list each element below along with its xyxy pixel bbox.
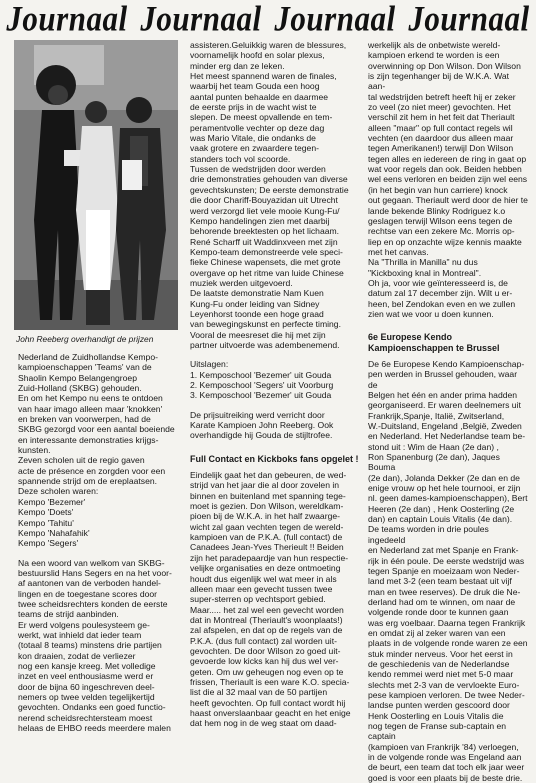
text-line: De laatste demonstratie Nam Kuen — [190, 288, 324, 299]
text-line: met het canvas. — [368, 246, 429, 257]
text-line: Tussen de wedstrijden door werden — [190, 164, 326, 175]
text-line: twee scheidsrechters konden de eerste — [18, 598, 168, 609]
text-line: plaats in de volgende ronde waren ze een — [368, 638, 528, 649]
text-line: en interessante demonstraties krijgs- — [18, 434, 159, 445]
text-line: behorende breektesten op het lichaam. — [190, 226, 340, 237]
text-line: muziek werden uitgevoerd. — [190, 277, 293, 288]
text-line: is zijn tegenhanger bij de W.K.A. Wat aan- — [368, 71, 510, 92]
text-line: van bewegingskunst en perfecte timing. — [190, 319, 341, 330]
text-line: derland had om te winnen, om naar de — [368, 596, 516, 607]
text-line: die door Chariff-Bouyazidan uit Utrecht — [190, 195, 338, 206]
text-line: nerend scheidsrechtersteam moest — [18, 712, 153, 723]
text-line: gevoerde low kicks kan hij dus wel ver- — [190, 656, 339, 667]
text-line: van haar imago alleen maar 'knokken' — [18, 403, 163, 414]
text-line: (in het begin van hun carriere) knock — [368, 184, 508, 195]
text-line: pioen bij de W.K.A. in het half zwaarge- — [190, 511, 340, 522]
text-line: out gegaan. Theriault werd door de hier te — [368, 195, 528, 206]
text-line: Kempo 'Tahitu' — [18, 517, 74, 528]
text-line: dat hem nog in de weg staat om daad- — [190, 718, 337, 729]
text-line: (2e dan), Jolanda Dekker (2e dan en de — [368, 472, 520, 483]
text-line: spannende strijd om de ereplaatsen. — [18, 476, 158, 487]
column-2 — [190, 40, 360, 729]
text-line: af aantonen van de verboden handel- — [18, 578, 161, 589]
text-line: enige vrouw op het hele tournooi, er zijn — [368, 483, 521, 494]
text-line: was erg voelbaar. Daarna tegen Frankrijk — [368, 617, 526, 628]
text-line: tegen Amerikanen!) terwijl Don Wilson — [368, 143, 514, 154]
text-line: geten. Om uw geheugen nog even op te — [190, 666, 344, 677]
text-line: Karate Kampioen John Reeberg. Ook — [190, 420, 334, 431]
text-line: De 6e Europese Kendo Kampioenschap- — [368, 358, 525, 369]
text-line: velijke organisaties en deze ontmoeting — [190, 563, 341, 574]
text-line: was Mario Vitale, die ondanks de — [190, 133, 316, 144]
text-line: drie demonstraties gehouden van diverse — [190, 174, 348, 185]
text-line: De teams worden in drie poules ingedeeld — [368, 524, 489, 545]
text-line: in de volgende ronde was Engeland aan — [368, 752, 522, 763]
masthead-word: Journaal — [274, 0, 396, 39]
text-line: René Scharff uit Waddinxveen met zijn — [190, 236, 338, 247]
text-line: binnen en buitenland met spanning tege- — [190, 490, 346, 501]
masthead — [0, 0, 536, 38]
text-line: pese kampioen verloren. De twee Neder- — [368, 689, 525, 700]
text-line: kendo remmei werd niet met 5-0 maar — [368, 669, 514, 680]
text-line: minder erg dan ze leken. — [190, 60, 285, 71]
photo-caption: John Reeberg overhandigt de prijzen — [16, 334, 154, 344]
text-line: Heeren (2e dan) , Henk Oosterling (2e — [368, 503, 515, 514]
text-line: heen, bel Zendokan even en we zullen — [368, 298, 516, 309]
text-line: Na "Thrilla in Manilla" nu dus — [368, 257, 478, 268]
text-line: georganiseerd. Er waren deelnemers uit — [368, 400, 521, 411]
text-line: gevochten. Ondanks een goed functio- — [18, 702, 166, 713]
text-line: en Nederland zat met Spanje en Frank- — [368, 545, 519, 556]
text-line: tegen alles en iedereen de ring in gaat op — [368, 153, 527, 164]
text-line: Shaolin Kempo Belangengroep — [18, 372, 137, 383]
masthead-word: Journaal — [408, 0, 530, 39]
text-line: de beurt, een team dat toch elk jaar weer — [368, 762, 525, 773]
text-line: datum zal 17 december zijn. Wilt u er- — [368, 288, 513, 299]
text-line: landse punten werden gescoord door — [368, 700, 510, 711]
text-line: slechts met 2-3 van de vervloekte Euro- — [368, 679, 520, 690]
text-line: goed is voor een plaats bij de beste drie. — [368, 772, 523, 783]
text-line: en omdat zij al zeker waren van een — [368, 627, 506, 638]
text-line: wicht zal gaan vechten tegen de wereld- — [190, 521, 344, 532]
text-line: Het meest spannend waren de finales, — [190, 71, 337, 82]
text-line: dat in Montreal (Theriault's woonplaats!) — [190, 614, 343, 625]
text-line: En om het Kempo nu eens te ontdoen — [18, 393, 163, 404]
text-line: Na een woord van welkom van SKBG- — [18, 557, 165, 568]
text-line: aantal punten behaalde en daarmee — [190, 91, 329, 102]
text-line: Ron Spanenburg (2e dan), Jaques Bouma — [368, 452, 500, 473]
text-line: super-sterren op vechtsport gebied. — [190, 594, 326, 605]
text-line: de eerste prijs in de wacht wist te — [190, 102, 317, 113]
text-line: wat voor regels dan ook. Beiden hebben — [368, 164, 522, 175]
text-line: inzet en veel enthousiasme werd er — [18, 671, 154, 682]
text-line: fieke Chinese wapensets, die met grote — [190, 257, 341, 268]
result-line: 2. Kemposchool 'Segers' uit Voorburg — [190, 380, 334, 390]
text-line: zo veel (zo niet meer) gevochten. Het — [368, 102, 511, 113]
text-line: Er werd volgens poulesysteem ge- — [18, 619, 150, 630]
text-line: (totaal 8 teams) minstens drie partijen — [18, 640, 162, 651]
masthead-word: Journaal — [140, 0, 262, 39]
text-line: SKBG gezorgd voor een aantal boeiende — [18, 424, 175, 435]
text-line: nog tegen de Franse sub-captain en captain — [368, 721, 507, 742]
text-line: kampioen erkend te worden is een — [368, 50, 500, 61]
text-line: en breken van voorwerpen, had de — [18, 414, 151, 425]
text-line: zal afspelen, en dat op de regels van de — [190, 625, 343, 636]
text-line: nemers op twee velden tegelijkertijd — [18, 692, 155, 702]
award-photo — [14, 40, 178, 330]
result-line: 1. Kemposchool 'Bezemer' uit Gouda — [190, 369, 332, 380]
text-line: geslagen terwijl Wilson eens tegen de — [368, 215, 513, 226]
text-line: de geschiedenis van de Nederlandse — [368, 658, 510, 669]
text-line: teams de strijd aanbinden. — [18, 609, 119, 620]
text-line: overgave op het ritme van luide Chinese — [190, 267, 344, 278]
text-line: Maar..... het zal wel een gevecht worden — [190, 604, 344, 615]
text-line: vaak grotere en zwaardere tegen- — [190, 143, 319, 154]
text-line: liep en op onzachte wijze kennis maakte — [368, 236, 522, 247]
text-line: alleen maar een gevecht tussen twee — [190, 583, 333, 594]
text-line: werkt, wat inhield dat ieder team — [18, 629, 142, 640]
text-line: man en twee reserves). De druk die Ne- — [368, 586, 521, 597]
result-line: 3. Kemposchool 'Bezemer' uit Gouda — [190, 390, 332, 401]
text-line: en Nederland. Het Nederlandse team be- — [368, 431, 526, 442]
text-line: Kempo handelingen zien met daarbij — [190, 215, 330, 226]
text-line: Oh ja, voor wie geïnteresseerd is, de — [368, 277, 508, 288]
text-line: land met 3-2 (een team bestaat uit vijf — [368, 576, 512, 587]
text-line: Kempo 'Doets' — [18, 507, 74, 518]
text-line: stuk minder nerveus. Voor het eerst in — [368, 648, 513, 659]
text-line: gevechtskunsten; De eerste demonstratie — [190, 184, 349, 195]
text-line: kampioenschappen 'Teams' van de — [18, 362, 152, 373]
text-line: Kempo 'Nahafahik' — [18, 527, 90, 538]
text-line: frissen, Theriault is een ware K.O. specia- — [190, 676, 350, 687]
text-line: peramentvolle vechter op deze dag — [190, 122, 325, 133]
text-line: W.-Duitsland, Engeland ,België, Zweden — [368, 421, 522, 432]
masthead-word: Journaal — [6, 0, 128, 39]
text-line: acte de présence en zorgden voor een — [18, 465, 166, 476]
text-line: Frankrijk,Spanje, Italië, Zwitserland, — [368, 410, 505, 421]
text-line: overhandigde hij Gouda de stijltrofee. — [190, 430, 333, 441]
text-line: tal wedstrijden betreft heeft hij er zeker — [368, 91, 516, 102]
text-line: Kempo 'Segers' — [18, 538, 79, 549]
text-line: Kempo 'Bezemer' — [18, 496, 86, 507]
results-heading: Uitslagen: — [190, 359, 229, 370]
text-line: Zeven scholen uit de regio gaven — [18, 455, 145, 466]
text-line: gevochten. De door Wilson zo goed uit- — [190, 645, 341, 656]
text-line: "Kickboxing knal in Montreal". — [368, 267, 482, 278]
text-line: Leyenhorst toonde een hoge graad — [190, 308, 324, 319]
text-line: stond uit : Wim de Haan (2e dan) , — [368, 441, 499, 452]
text-line: heeft gevochten. Op full contact wordt hij — [190, 697, 346, 708]
text-line: verschil zit hem in het feit dat Theriault — [368, 112, 515, 123]
text-line: strijd van het jaar die al door zovelen in — [190, 480, 340, 491]
text-line: kampioen van de P.K.A. (full contact) de — [190, 532, 343, 543]
text-line: bestuurslid Hans Segers en na het voor- — [18, 567, 172, 578]
text-line: Deze scholen waren: — [18, 486, 99, 497]
text-line: (kampioen van Frankrijk '84) verloegen, — [368, 741, 519, 752]
text-line: wel eens verloren en beiden zijn wel eens — [368, 174, 528, 185]
text-line: lande bekende Blinky Rodriguez k.o — [368, 205, 506, 216]
text-line: zijn het paradepaardje van hun respectie- — [190, 552, 349, 563]
text-line: tegen Spanje en moeizaam won Neder- — [368, 565, 520, 576]
text-line: Vooral de meesreset die hij met zijn — [190, 329, 326, 340]
text-line: slepen. De meest opvallende en tem- — [190, 112, 333, 123]
text-line: houdt dus eigenlijk wel wat meer in als — [190, 573, 337, 584]
text-line: Zuid-Holland (SKBG) gehouden. — [18, 383, 142, 394]
text-line: Kung-Fu onder leiding van Sidney — [190, 298, 320, 309]
text-line: standers toch vol scoorde. — [190, 153, 291, 164]
column-1 — [18, 340, 178, 733]
text-line: assisteren.Geluikkig waren de blessures, — [190, 40, 347, 50]
text-line: werd verzorgd liet vele mooie Kung-Fu/ — [190, 205, 340, 216]
text-line: pen werden in Brussel gehouden, waar de — [368, 369, 518, 390]
column-3 — [368, 40, 528, 783]
text-line: alleen "maar" op full contact regels wil — [368, 122, 513, 133]
text-line: kon draaien, zodat de verliezer — [18, 650, 136, 661]
text-line: Henk Oosterling en Louis Vitalis die — [368, 710, 504, 721]
text-line: zien wat we voor u doen kunnen. — [368, 308, 494, 319]
text-line: Nederland de Zuidhollandse Kempo- — [18, 352, 158, 362]
text-line: overwinning op Don Wilson. Don Wilson — [368, 60, 521, 71]
text-line: Kempo-team demonstreerde vele speci- — [190, 246, 343, 257]
text-line: nog een kansje kreeg. Met volledige — [18, 660, 156, 671]
text-line: helaas de EHBO reeds meerdere malen — [18, 723, 171, 734]
photo-illustration — [14, 40, 178, 330]
text-line: Belgen het één en ander prima hadden — [368, 390, 518, 400]
text-line: volgende ronde door te kunnen gaan — [368, 607, 509, 618]
article-headline: 6e Europese Kendo Kampioenschappen te Brussel — [368, 332, 500, 353]
text-line: lingen en de toegestane scores door — [18, 588, 158, 599]
text-line: Eindelijk gaat het dan gebeuren, de wed- — [190, 470, 347, 481]
text-line: voornamelijk hoofd en solar plexus, — [190, 50, 325, 61]
text-line: door de bijna 60 ingeschreven deel- — [18, 681, 155, 692]
text-line: kunsten. — [18, 445, 51, 456]
text-line: nl. geen dames-kampioenschappen), Bert — [368, 493, 528, 504]
text-line: haast onverslaanbaar geacht en het enige — [190, 707, 351, 718]
text-line: rijk in één poule. De eerste wedstrijd was — [368, 555, 525, 566]
text-line: dan) en captain Louis Vitalis (4e dan). — [368, 514, 513, 525]
text-line: De prijsuitreiking werd verricht door — [190, 409, 325, 420]
text-line: partner uitvoerde was adembenemend. — [190, 339, 340, 350]
text-line: rechtse van een zekere Mc. Morris op- — [368, 226, 515, 237]
text-line: Canadees Jean-Yves Therieult !! Beiden — [190, 542, 344, 553]
text-line: moet is gezien. Don Wilson, wereldkam- — [190, 501, 344, 512]
text-line: list die al 32 maal van de 50 partijen — [190, 687, 328, 698]
text-line: werkelijk als de onbetwiste wereld- — [368, 40, 501, 50]
text-line: P.K.A. (dus full contact) zal worden uit- — [190, 635, 337, 646]
article-headline: Full Contact en Kickboks fans opgelet ! — [190, 453, 359, 464]
text-line: vechten (en daardoor dus alleen maar — [368, 133, 514, 144]
text-line: waarbij het team Gouda een hoog — [190, 81, 320, 92]
